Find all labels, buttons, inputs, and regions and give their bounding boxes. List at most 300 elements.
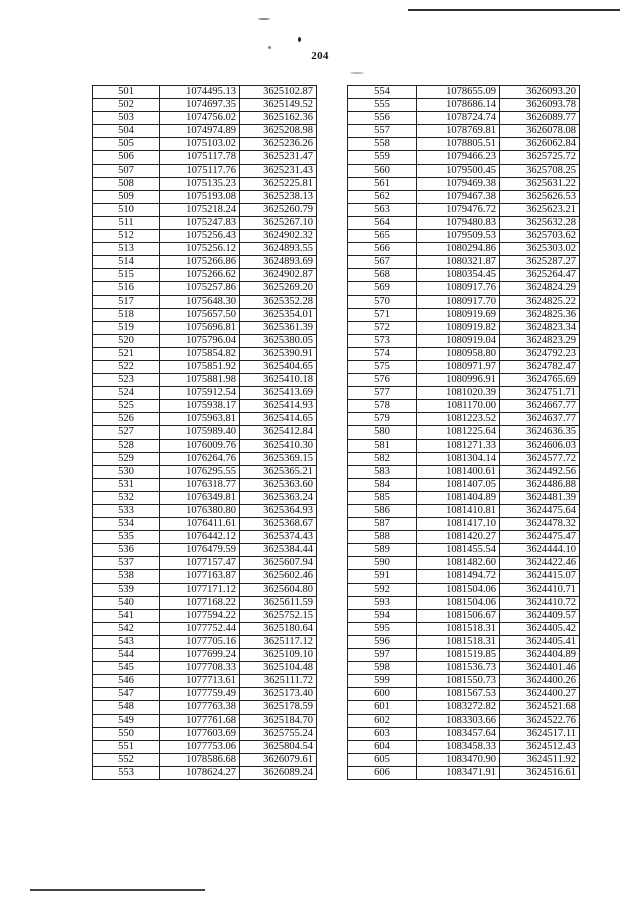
table-row — [93, 491, 317, 504]
point-number-cell: 556 — [348, 112, 417, 125]
table-row — [93, 360, 317, 373]
x-coordinate-cell: 1080321.87 — [417, 256, 500, 269]
y-coordinate-cell: 3624492.56 — [500, 465, 580, 478]
point-number-cell: 525 — [93, 400, 160, 413]
y-coordinate-cell: 3625111.72 — [240, 675, 317, 688]
table-row — [93, 622, 317, 635]
table-row — [93, 151, 317, 164]
x-coordinate-cell: 1081482.60 — [417, 557, 500, 570]
y-coordinate-cell: 3624825.36 — [500, 308, 580, 321]
y-coordinate-cell: 3624410.72 — [500, 596, 580, 609]
table-row — [93, 295, 317, 308]
x-coordinate-cell: 1076411.61 — [160, 518, 240, 531]
y-coordinate-cell: 3624751.71 — [500, 387, 580, 400]
point-number-cell: 588 — [348, 531, 417, 544]
x-coordinate-cell: 1077752.44 — [160, 622, 240, 635]
point-number-cell: 538 — [93, 570, 160, 583]
y-coordinate-cell: 3625626.53 — [500, 190, 580, 203]
table-row — [348, 334, 580, 347]
y-coordinate-cell: 3624606.03 — [500, 439, 580, 452]
table-row — [348, 413, 580, 426]
x-coordinate-cell: 1075117.76 — [160, 164, 240, 177]
point-number-cell: 539 — [93, 583, 160, 596]
point-number-cell: 571 — [348, 308, 417, 321]
x-coordinate-cell: 1075989.40 — [160, 426, 240, 439]
scan-speck — [258, 18, 270, 20]
table-row — [348, 727, 580, 740]
table-row — [348, 112, 580, 125]
point-number-cell: 528 — [93, 439, 160, 452]
y-coordinate-cell: 3625363.60 — [240, 478, 317, 491]
point-number-cell: 606 — [348, 766, 417, 779]
x-coordinate-cell: 1081020.39 — [417, 387, 500, 400]
y-coordinate-cell: 3624637.77 — [500, 413, 580, 426]
x-coordinate-cell: 1078805.51 — [417, 138, 500, 151]
table-row — [348, 583, 580, 596]
y-coordinate-cell: 3625236.26 — [240, 138, 317, 151]
point-number-cell: 598 — [348, 662, 417, 675]
y-coordinate-cell: 3625361.39 — [240, 321, 317, 334]
x-coordinate-cell: 1081518.31 — [417, 622, 500, 635]
y-coordinate-cell: 3625708.25 — [500, 164, 580, 177]
x-coordinate-cell: 1081304.14 — [417, 452, 500, 465]
x-coordinate-cell: 1079467.38 — [417, 190, 500, 203]
y-coordinate-cell: 3624400.27 — [500, 688, 580, 701]
y-coordinate-cell: 3625149.52 — [240, 99, 317, 112]
y-coordinate-cell: 3625352.28 — [240, 295, 317, 308]
table-row — [348, 125, 580, 138]
point-number-cell: 515 — [93, 269, 160, 282]
x-coordinate-cell: 1081494.72 — [417, 570, 500, 583]
x-coordinate-cell: 1081417.10 — [417, 518, 500, 531]
y-coordinate-cell: 3625414.65 — [240, 413, 317, 426]
x-coordinate-cell: 1075963.81 — [160, 413, 240, 426]
point-number-cell: 522 — [93, 360, 160, 373]
y-coordinate-cell: 3624404.89 — [500, 649, 580, 662]
table-row — [348, 675, 580, 688]
table-row — [93, 177, 317, 190]
y-coordinate-cell: 3625231.47 — [240, 151, 317, 164]
x-coordinate-cell: 1075796.04 — [160, 334, 240, 347]
table-row — [348, 649, 580, 662]
x-coordinate-cell: 1075256.43 — [160, 230, 240, 243]
y-coordinate-cell: 3624410.71 — [500, 583, 580, 596]
table-row — [93, 99, 317, 112]
point-number-cell: 573 — [348, 334, 417, 347]
point-number-cell: 508 — [93, 177, 160, 190]
y-coordinate-cell: 3624478.32 — [500, 518, 580, 531]
y-coordinate-cell: 3624405.41 — [500, 635, 580, 648]
y-coordinate-cell: 3624409.57 — [500, 609, 580, 622]
x-coordinate-cell: 1081506.67 — [417, 609, 500, 622]
y-coordinate-cell: 3624823.34 — [500, 321, 580, 334]
x-coordinate-cell: 1074495.13 — [160, 86, 240, 99]
point-number-cell: 604 — [348, 740, 417, 753]
point-number-cell: 521 — [93, 347, 160, 360]
x-coordinate-cell: 1075938.17 — [160, 400, 240, 413]
x-coordinate-cell: 1077753.06 — [160, 740, 240, 753]
point-number-cell: 513 — [93, 243, 160, 256]
point-number-cell: 560 — [348, 164, 417, 177]
point-number-cell: 510 — [93, 203, 160, 216]
table-row — [348, 321, 580, 334]
point-number-cell: 519 — [93, 321, 160, 334]
x-coordinate-cell: 1083303.66 — [417, 714, 500, 727]
x-coordinate-cell: 1083457.64 — [417, 727, 500, 740]
x-coordinate-cell: 1077763.38 — [160, 701, 240, 714]
y-coordinate-cell: 3626062.84 — [500, 138, 580, 151]
y-coordinate-cell: 3625162.36 — [240, 112, 317, 125]
point-number-cell: 541 — [93, 609, 160, 622]
y-coordinate-cell: 3625303.02 — [500, 243, 580, 256]
y-coordinate-cell: 3624823.29 — [500, 334, 580, 347]
table-row — [348, 766, 580, 779]
y-coordinate-cell: 3626093.20 — [500, 86, 580, 99]
y-coordinate-cell: 3624893.69 — [240, 256, 317, 269]
y-coordinate-cell: 3625269.20 — [240, 282, 317, 295]
x-coordinate-cell: 1081567.53 — [417, 688, 500, 701]
table-row — [93, 518, 317, 531]
x-coordinate-cell: 1077603.69 — [160, 727, 240, 740]
table-row — [93, 635, 317, 648]
y-coordinate-cell: 3624511.92 — [500, 753, 580, 766]
table-row — [348, 622, 580, 635]
x-coordinate-cell: 1075257.86 — [160, 282, 240, 295]
point-number-cell: 507 — [93, 164, 160, 177]
y-coordinate-cell: 3626089.77 — [500, 112, 580, 125]
y-coordinate-cell: 3625607.94 — [240, 557, 317, 570]
y-coordinate-cell: 3625231.43 — [240, 164, 317, 177]
x-coordinate-cell: 1079476.72 — [417, 203, 500, 216]
point-number-cell: 502 — [93, 99, 160, 112]
x-coordinate-cell: 1075657.50 — [160, 308, 240, 321]
table-row — [348, 400, 580, 413]
table-row — [93, 387, 317, 400]
y-coordinate-cell: 3625104.48 — [240, 662, 317, 675]
x-coordinate-cell: 1078655.09 — [417, 86, 500, 99]
y-coordinate-cell: 3624405.42 — [500, 622, 580, 635]
table-row — [348, 740, 580, 753]
point-number-cell: 592 — [348, 583, 417, 596]
x-coordinate-cell: 1074697.35 — [160, 99, 240, 112]
y-coordinate-cell: 3624825.22 — [500, 295, 580, 308]
point-number-cell: 595 — [348, 622, 417, 635]
y-coordinate-cell: 3625804.54 — [240, 740, 317, 753]
y-coordinate-cell: 3625102.87 — [240, 86, 317, 99]
point-number-cell: 516 — [93, 282, 160, 295]
y-coordinate-cell: 3624401.46 — [500, 662, 580, 675]
point-number-cell: 545 — [93, 662, 160, 675]
y-coordinate-cell: 3625611.59 — [240, 596, 317, 609]
point-number-cell: 537 — [93, 557, 160, 570]
table-row — [348, 164, 580, 177]
x-coordinate-cell: 1081504.06 — [417, 583, 500, 596]
y-coordinate-cell: 3624782.47 — [500, 360, 580, 373]
table-row — [93, 570, 317, 583]
table-row — [348, 452, 580, 465]
table-row — [348, 570, 580, 583]
point-number-cell: 578 — [348, 400, 417, 413]
y-coordinate-cell: 3625287.27 — [500, 256, 580, 269]
table-row — [93, 727, 317, 740]
y-coordinate-cell: 3625364.93 — [240, 505, 317, 518]
x-coordinate-cell: 1078769.81 — [417, 125, 500, 138]
point-number-cell: 602 — [348, 714, 417, 727]
x-coordinate-cell: 1080971.97 — [417, 360, 500, 373]
table-row — [93, 216, 317, 229]
x-coordinate-cell: 1075218.24 — [160, 203, 240, 216]
point-number-cell: 581 — [348, 439, 417, 452]
y-coordinate-cell: 3624765.69 — [500, 374, 580, 387]
table-row — [348, 295, 580, 308]
x-coordinate-cell: 1076009.76 — [160, 439, 240, 452]
table-row — [93, 609, 317, 622]
y-coordinate-cell: 3625703.62 — [500, 230, 580, 243]
y-coordinate-cell: 3625267.10 — [240, 216, 317, 229]
y-coordinate-cell: 3624444.10 — [500, 544, 580, 557]
x-coordinate-cell: 1077713.61 — [160, 675, 240, 688]
table-row — [93, 282, 317, 295]
point-number-cell: 586 — [348, 505, 417, 518]
point-number-cell: 563 — [348, 203, 417, 216]
table-row — [348, 360, 580, 373]
table-row — [93, 688, 317, 701]
point-number-cell: 558 — [348, 138, 417, 151]
x-coordinate-cell: 1076442.12 — [160, 531, 240, 544]
x-coordinate-cell: 1079500.45 — [417, 164, 500, 177]
x-coordinate-cell: 1075851.92 — [160, 360, 240, 373]
point-number-cell: 552 — [93, 753, 160, 766]
table-row — [93, 230, 317, 243]
x-coordinate-cell: 1074756.02 — [160, 112, 240, 125]
table-row — [93, 203, 317, 216]
x-coordinate-cell: 1080919.69 — [417, 308, 500, 321]
x-coordinate-cell: 1075854.82 — [160, 347, 240, 360]
y-coordinate-cell: 3624521.68 — [500, 701, 580, 714]
x-coordinate-cell: 1076318.77 — [160, 478, 240, 491]
table-row — [348, 426, 580, 439]
x-coordinate-cell: 1083471.91 — [417, 766, 500, 779]
point-number-cell: 548 — [93, 701, 160, 714]
table-row — [93, 701, 317, 714]
point-number-cell: 583 — [348, 465, 417, 478]
y-coordinate-cell: 3624422.46 — [500, 557, 580, 570]
table-row — [348, 531, 580, 544]
table-row — [93, 334, 317, 347]
point-number-cell: 549 — [93, 714, 160, 727]
point-number-cell: 544 — [93, 649, 160, 662]
x-coordinate-cell: 1075266.86 — [160, 256, 240, 269]
y-coordinate-cell: 3624517.11 — [500, 727, 580, 740]
point-number-cell: 506 — [93, 151, 160, 164]
y-coordinate-cell: 3625752.15 — [240, 609, 317, 622]
x-coordinate-cell: 1078624.27 — [160, 766, 240, 779]
point-number-cell: 531 — [93, 478, 160, 491]
point-number-cell: 568 — [348, 269, 417, 282]
x-coordinate-cell: 1077594.22 — [160, 609, 240, 622]
y-coordinate-cell: 3625410.30 — [240, 439, 317, 452]
table-row — [93, 138, 317, 151]
y-coordinate-cell: 3625117.12 — [240, 635, 317, 648]
y-coordinate-cell: 3624792.23 — [500, 347, 580, 360]
x-coordinate-cell: 1076349.81 — [160, 491, 240, 504]
y-coordinate-cell: 3625264.47 — [500, 269, 580, 282]
x-coordinate-cell: 1081170.00 — [417, 400, 500, 413]
point-number-cell: 577 — [348, 387, 417, 400]
point-number-cell: 553 — [93, 766, 160, 779]
coordinate-table-left — [92, 85, 317, 780]
point-number-cell: 585 — [348, 491, 417, 504]
y-coordinate-cell: 3626089.24 — [240, 766, 317, 779]
table-row — [93, 557, 317, 570]
table-row — [93, 243, 317, 256]
table-row — [348, 99, 580, 112]
table-row — [93, 374, 317, 387]
table-row — [93, 426, 317, 439]
point-number-cell: 526 — [93, 413, 160, 426]
table-row — [348, 557, 580, 570]
point-number-cell: 587 — [348, 518, 417, 531]
x-coordinate-cell: 1076380.80 — [160, 505, 240, 518]
table-row — [348, 478, 580, 491]
table-row — [348, 347, 580, 360]
table-row — [348, 243, 580, 256]
table-row — [348, 518, 580, 531]
point-number-cell: 523 — [93, 374, 160, 387]
y-coordinate-cell: 3624400.26 — [500, 675, 580, 688]
x-coordinate-cell: 1081400.61 — [417, 465, 500, 478]
y-coordinate-cell: 3624486.88 — [500, 478, 580, 491]
x-coordinate-cell: 1078686.14 — [417, 99, 500, 112]
x-coordinate-cell: 1078724.74 — [417, 112, 500, 125]
point-number-cell: 591 — [348, 570, 417, 583]
point-number-cell: 600 — [348, 688, 417, 701]
scan-speck — [298, 37, 301, 42]
point-number-cell: 535 — [93, 531, 160, 544]
y-coordinate-cell: 3625109.10 — [240, 649, 317, 662]
table-row — [348, 374, 580, 387]
table-row — [348, 387, 580, 400]
y-coordinate-cell: 3625410.18 — [240, 374, 317, 387]
x-coordinate-cell: 1075135.23 — [160, 177, 240, 190]
x-coordinate-cell: 1078586.68 — [160, 753, 240, 766]
y-coordinate-cell: 3625604.80 — [240, 583, 317, 596]
x-coordinate-cell: 1080294.86 — [417, 243, 500, 256]
y-coordinate-cell: 3625184.70 — [240, 714, 317, 727]
point-number-cell: 504 — [93, 125, 160, 138]
x-coordinate-cell: 1080919.04 — [417, 334, 500, 347]
scan-rule-bottom — [30, 889, 205, 891]
point-number-cell: 576 — [348, 374, 417, 387]
point-number-cell: 601 — [348, 701, 417, 714]
point-number-cell: 509 — [93, 190, 160, 203]
x-coordinate-cell: 1075117.78 — [160, 151, 240, 164]
x-coordinate-cell: 1075256.12 — [160, 243, 240, 256]
table-row — [93, 413, 317, 426]
x-coordinate-cell: 1077699.24 — [160, 649, 240, 662]
table-row — [348, 701, 580, 714]
y-coordinate-cell: 3625365.21 — [240, 465, 317, 478]
x-coordinate-cell: 1083470.90 — [417, 753, 500, 766]
point-number-cell: 596 — [348, 635, 417, 648]
table-row — [93, 308, 317, 321]
y-coordinate-cell: 3626078.08 — [500, 125, 580, 138]
x-coordinate-cell: 1077171.12 — [160, 583, 240, 596]
point-number-cell: 572 — [348, 321, 417, 334]
table-row — [348, 308, 580, 321]
table-row — [93, 164, 317, 177]
point-number-cell: 546 — [93, 675, 160, 688]
x-coordinate-cell: 1081519.85 — [417, 649, 500, 662]
point-number-cell: 594 — [348, 609, 417, 622]
y-coordinate-cell: 3624902.32 — [240, 230, 317, 243]
table-row — [348, 151, 580, 164]
x-coordinate-cell: 1081550.73 — [417, 675, 500, 688]
point-number-cell: 593 — [348, 596, 417, 609]
x-coordinate-cell: 1076479.59 — [160, 544, 240, 557]
x-coordinate-cell: 1081225.64 — [417, 426, 500, 439]
y-coordinate-cell: 3625414.93 — [240, 400, 317, 413]
point-number-cell: 554 — [348, 86, 417, 99]
point-number-cell: 511 — [93, 216, 160, 229]
point-number-cell: 527 — [93, 426, 160, 439]
scan-speck — [268, 46, 271, 49]
x-coordinate-cell: 1076264.76 — [160, 452, 240, 465]
point-number-cell: 524 — [93, 387, 160, 400]
y-coordinate-cell: 3625225.81 — [240, 177, 317, 190]
coordinate-table-right — [347, 85, 580, 780]
point-number-cell: 599 — [348, 675, 417, 688]
point-number-cell: 575 — [348, 360, 417, 373]
x-coordinate-cell: 1079509.53 — [417, 230, 500, 243]
point-number-cell: 518 — [93, 308, 160, 321]
point-number-cell: 582 — [348, 452, 417, 465]
y-coordinate-cell: 3625363.24 — [240, 491, 317, 504]
x-coordinate-cell: 1081271.33 — [417, 439, 500, 452]
x-coordinate-cell: 1077761.68 — [160, 714, 240, 727]
table-row — [348, 609, 580, 622]
y-coordinate-cell: 3624516.61 — [500, 766, 580, 779]
point-number-cell: 569 — [348, 282, 417, 295]
x-coordinate-cell: 1075696.81 — [160, 321, 240, 334]
point-number-cell: 570 — [348, 295, 417, 308]
table-row — [93, 675, 317, 688]
point-number-cell: 550 — [93, 727, 160, 740]
x-coordinate-cell: 1075247.83 — [160, 216, 240, 229]
table-row — [348, 596, 580, 609]
point-number-cell: 530 — [93, 465, 160, 478]
x-coordinate-cell: 1079480.83 — [417, 216, 500, 229]
point-number-cell: 514 — [93, 256, 160, 269]
x-coordinate-cell: 1075103.02 — [160, 138, 240, 151]
table-row — [93, 478, 317, 491]
y-coordinate-cell: 3624481.39 — [500, 491, 580, 504]
table-row — [93, 190, 317, 203]
x-coordinate-cell: 1075648.30 — [160, 295, 240, 308]
point-number-cell: 542 — [93, 622, 160, 635]
y-coordinate-cell: 3624475.47 — [500, 531, 580, 544]
table-row — [93, 662, 317, 675]
y-coordinate-cell: 3625238.13 — [240, 190, 317, 203]
table-row — [348, 230, 580, 243]
point-number-cell: 566 — [348, 243, 417, 256]
point-number-cell: 503 — [93, 112, 160, 125]
x-coordinate-cell: 1080958.80 — [417, 347, 500, 360]
x-coordinate-cell: 1075881.98 — [160, 374, 240, 387]
table-row — [93, 649, 317, 662]
x-coordinate-cell: 1081455.54 — [417, 544, 500, 557]
y-coordinate-cell: 3625632.28 — [500, 216, 580, 229]
